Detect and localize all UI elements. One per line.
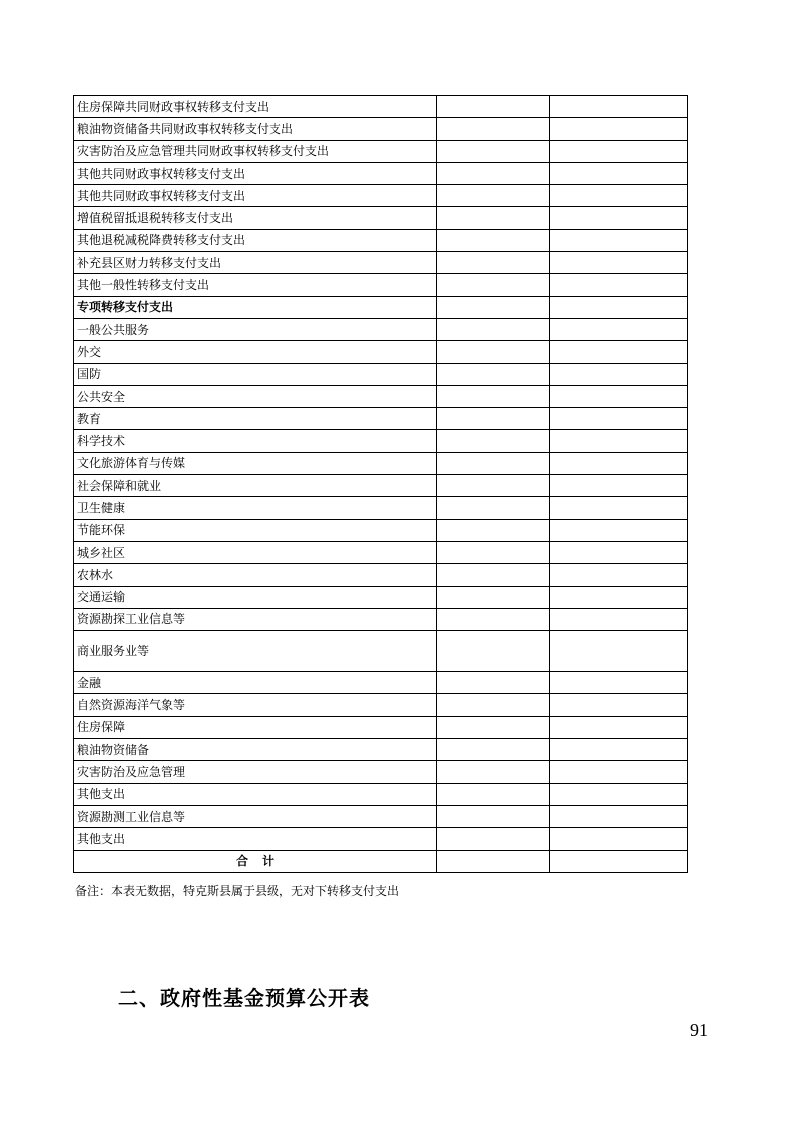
- table-row: [74, 716, 688, 738]
- table-row: [74, 672, 688, 694]
- row-label: 住房保障: [74, 716, 437, 738]
- row-label: 商业服务业等: [74, 631, 437, 672]
- row-value-1: [437, 805, 550, 827]
- row-value-2: [550, 586, 688, 608]
- row-label: 灾害防治及应急管理共同财政事权转移支付支出: [74, 140, 437, 162]
- row-value-1: [437, 118, 550, 140]
- table-row: [74, 519, 688, 541]
- row-value-1: [437, 185, 550, 207]
- row-value-2: [550, 541, 688, 563]
- row-value-2: [550, 140, 688, 162]
- row-value-2: [550, 162, 688, 184]
- section-title: 二、政府性基金预算公开表: [118, 986, 370, 1010]
- row-label: 教育: [74, 408, 437, 430]
- row-value-1: [437, 739, 550, 761]
- row-label: 其他支出: [74, 783, 437, 805]
- row-label: 城乡社区: [74, 541, 437, 563]
- row-value-2: [550, 185, 688, 207]
- table-row: [74, 564, 688, 586]
- table-row: [74, 408, 688, 430]
- row-value-2: [550, 672, 688, 694]
- row-value-1: [437, 162, 550, 184]
- table-row: [74, 828, 688, 850]
- row-value-2: [550, 475, 688, 497]
- row-value-1: [437, 761, 550, 783]
- table-row: [74, 296, 688, 318]
- row-value-2: [550, 341, 688, 363]
- row-value-1: [437, 828, 550, 850]
- row-value-2: [550, 318, 688, 340]
- row-value-2: [550, 631, 688, 672]
- row-value-2: [550, 229, 688, 251]
- row-value-1: [437, 341, 550, 363]
- row-value-1: [437, 475, 550, 497]
- row-label: 节能环保: [74, 519, 437, 541]
- row-label: 其他共同财政事权转移支付支出: [74, 185, 437, 207]
- table-row: [74, 631, 688, 672]
- row-label: 合计: [74, 850, 437, 872]
- table-row: [74, 694, 688, 716]
- row-value-2: [550, 739, 688, 761]
- row-label: 补充县区财力转移支付支出: [74, 252, 437, 274]
- row-label: 住房保障共同财政事权转移支付支出: [74, 96, 437, 118]
- table-row: [74, 761, 688, 783]
- row-value-1: [437, 296, 550, 318]
- row-label: 增值税留抵退税转移支付支出: [74, 207, 437, 229]
- row-value-2: [550, 805, 688, 827]
- row-value-1: [437, 672, 550, 694]
- row-value-2: [550, 408, 688, 430]
- row-value-1: [437, 716, 550, 738]
- row-value-1: [437, 850, 550, 872]
- row-value-1: [437, 608, 550, 630]
- row-value-2: [550, 761, 688, 783]
- table-row: [74, 805, 688, 827]
- row-value-1: [437, 252, 550, 274]
- row-value-2: [550, 118, 688, 140]
- row-value-1: [437, 140, 550, 162]
- row-label: 灾害防治及应急管理: [74, 761, 437, 783]
- row-value-1: [437, 318, 550, 340]
- table-row: [74, 586, 688, 608]
- row-value-2: [550, 783, 688, 805]
- row-label: 粮油物资储备共同财政事权转移支付支出: [74, 118, 437, 140]
- row-value-2: [550, 252, 688, 274]
- row-value-2: [550, 608, 688, 630]
- row-value-1: [437, 207, 550, 229]
- row-value-2: [550, 716, 688, 738]
- table-row: [74, 229, 688, 251]
- table-row: [74, 452, 688, 474]
- table-row: [74, 363, 688, 385]
- row-value-1: [437, 694, 550, 716]
- row-value-2: [550, 519, 688, 541]
- row-value-1: [437, 564, 550, 586]
- row-label: 其他共同财政事权转移支付支出: [74, 162, 437, 184]
- table-row: [74, 207, 688, 229]
- row-value-1: [437, 408, 550, 430]
- row-value-1: [437, 541, 550, 563]
- row-value-1: [437, 497, 550, 519]
- row-label: 农林水: [74, 564, 437, 586]
- table-body: [74, 96, 688, 873]
- table-row: [74, 475, 688, 497]
- row-value-2: [550, 452, 688, 474]
- row-label: 其他一般性转移支付支出: [74, 274, 437, 296]
- row-label: 社会保障和就业: [74, 475, 437, 497]
- row-value-1: [437, 631, 550, 672]
- row-value-2: [550, 850, 688, 872]
- row-value-2: [550, 296, 688, 318]
- table-row: [74, 385, 688, 407]
- row-value-2: [550, 363, 688, 385]
- row-value-2: [550, 274, 688, 296]
- row-label: 专项转移支付支出: [74, 296, 437, 318]
- table-row: [74, 96, 688, 118]
- row-value-1: [437, 363, 550, 385]
- table-row: [74, 118, 688, 140]
- table-row: [74, 541, 688, 563]
- table-row: [74, 608, 688, 630]
- transfer-payment-table: [73, 95, 688, 873]
- row-label: 公共安全: [74, 385, 437, 407]
- table-row: [74, 739, 688, 761]
- table-row: [74, 252, 688, 274]
- row-label: 其他退税减税降费转移支付支出: [74, 229, 437, 251]
- row-value-1: [437, 452, 550, 474]
- row-value-2: [550, 497, 688, 519]
- row-value-1: [437, 519, 550, 541]
- row-label: 交通运输: [74, 586, 437, 608]
- row-label: 金融: [74, 672, 437, 694]
- table-row: [74, 783, 688, 805]
- row-value-2: [550, 385, 688, 407]
- table-row: [74, 185, 688, 207]
- table-row: [74, 140, 688, 162]
- row-value-1: [437, 229, 550, 251]
- row-label: 文化旅游体育与传媒: [74, 452, 437, 474]
- table-note: 备注：本表无数据，特克斯县属于县级，无对下转移支付支出: [75, 884, 400, 898]
- row-value-2: [550, 207, 688, 229]
- row-value-2: [550, 564, 688, 586]
- row-label: 资源勘测工业信息等: [74, 805, 437, 827]
- total-row: [74, 850, 688, 872]
- row-value-1: [437, 274, 550, 296]
- row-value-1: [437, 586, 550, 608]
- table-row: [74, 497, 688, 519]
- row-value-2: [550, 694, 688, 716]
- row-label: 自然资源海洋气象等: [74, 694, 437, 716]
- table-row: [74, 318, 688, 340]
- row-label: 其他支出: [74, 828, 437, 850]
- row-label: 外交: [74, 341, 437, 363]
- row-label: 一般公共服务: [74, 318, 437, 340]
- table-row: [74, 274, 688, 296]
- row-value-2: [550, 96, 688, 118]
- row-label: 卫生健康: [74, 497, 437, 519]
- table-row: [74, 430, 688, 452]
- row-label: 粮油物资储备: [74, 739, 437, 761]
- row-value-2: [550, 828, 688, 850]
- page-number: 91: [690, 1020, 708, 1040]
- row-value-2: [550, 430, 688, 452]
- row-value-1: [437, 385, 550, 407]
- row-label: 资源勘探工业信息等: [74, 608, 437, 630]
- row-label: 科学技术: [74, 430, 437, 452]
- table-row: [74, 162, 688, 184]
- row-label: 国防: [74, 363, 437, 385]
- row-value-1: [437, 430, 550, 452]
- row-value-1: [437, 96, 550, 118]
- row-value-1: [437, 783, 550, 805]
- table-row: [74, 341, 688, 363]
